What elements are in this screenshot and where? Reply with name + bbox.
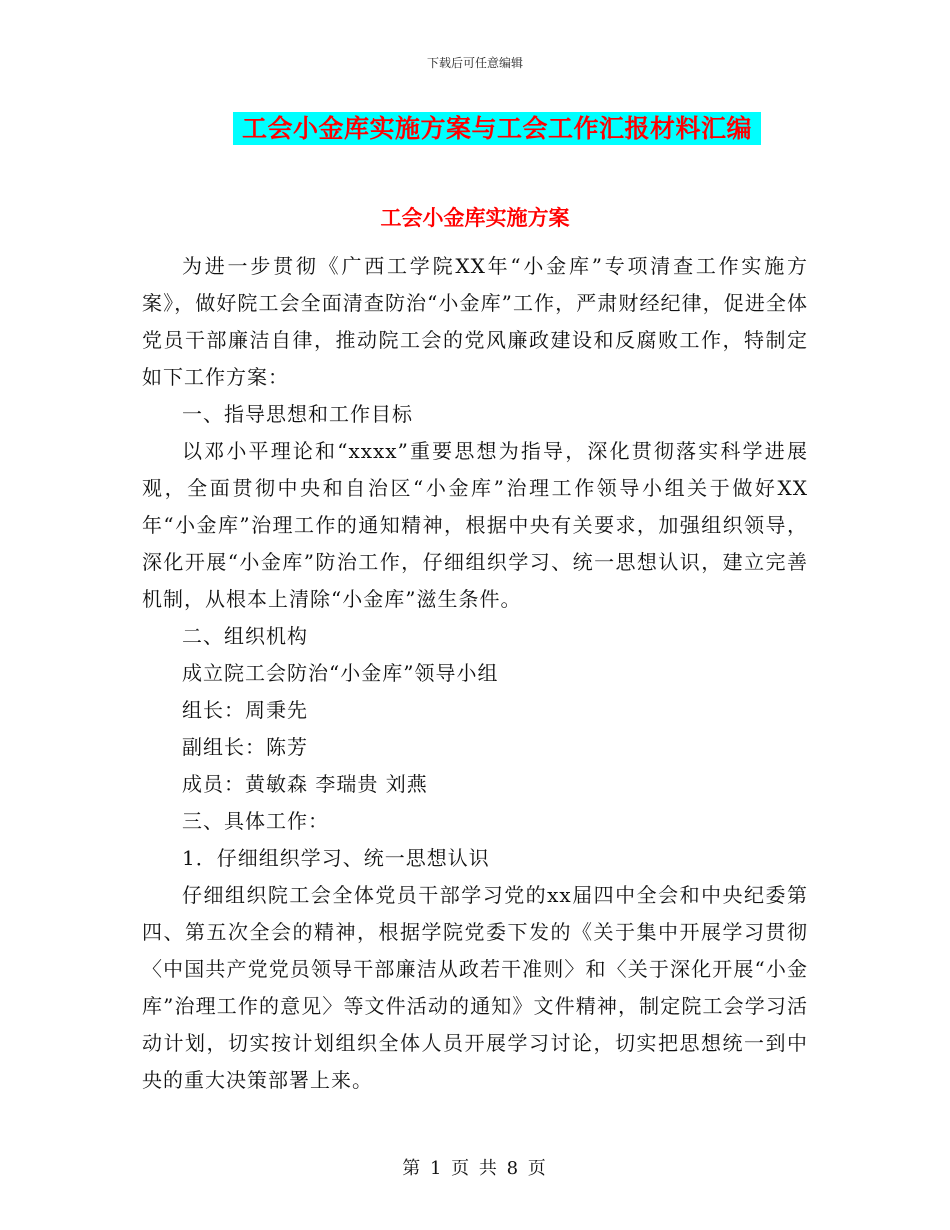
document-title: 工会小金库实施方案与工会工作汇报材料汇编 bbox=[241, 114, 752, 143]
paragraph-leading-group: 成立院工会防治“小金库”领导小组 bbox=[182, 661, 499, 685]
page-indicator: 第 1 页 共 8 页 bbox=[402, 1158, 548, 1179]
subheading-study: 1．仔细组织学习、统一思想认识 bbox=[182, 846, 490, 870]
paragraph-study: 仔细组织院工会全体党员干部学习党的xx届四中全会和中央纪委第四、第五次全会的精神，根据学院党委下发的《关于集中开展学习贯彻〈中国共产党党员领导干部廉洁从政若干准则〉和〈关于深化开展“小金库”治理工作的意见〉等文件活动的通知》文件精神，制定院工会学习活动计划，切实按计划组织全体人员开展学习讨论，切实把思想统一到中央的重大决策部署上来。 bbox=[142, 883, 808, 1092]
header-note: 下载后可任意编辑 bbox=[426, 56, 523, 70]
paragraph-members: 成员：黄敏森 李瑞贵 刘燕 bbox=[182, 772, 428, 796]
section-title: 工会小金库实施方案 bbox=[380, 206, 570, 230]
paragraph-deputy-leader: 副组长：陈芳 bbox=[182, 735, 308, 759]
paragraph-intro: 为进一步贯彻《广西工学院XX年“小金库”专项清查工作实施方案》，做好院工会全面清查防治“小金库”工作，严肃财经纪律，促进全体党员干部廉洁自律，推动院工会的党风廉政建设和反腐败工作，特制定如下工作方案： bbox=[142, 254, 808, 389]
heading-guiding-ideology: 一、指导思想和工作目标 bbox=[182, 402, 413, 426]
document-body bbox=[142, 248, 808, 1099]
paragraph-guiding-ideology: 以邓小平理论和“xxxx”重要思想为指导，深化贯彻落实科学进展观，全面贯彻中央和自治区“小金库”治理工作领导小组关于做好XX年“小金库”治理工作的通知精神，根据中央有关要求，加强组织领导，深化开展“小金库”防治工作，仔细组织学习、统一思想认识，建立完善机制，从根本上清除“小金库”滋生条件。 bbox=[142, 439, 808, 611]
document-title-highlight bbox=[233, 112, 761, 145]
heading-organization: 二、组织机构 bbox=[182, 624, 308, 648]
heading-specific-work: 三、具体工作： bbox=[182, 809, 329, 833]
paragraph-group-leader: 组长：周秉先 bbox=[182, 698, 308, 722]
